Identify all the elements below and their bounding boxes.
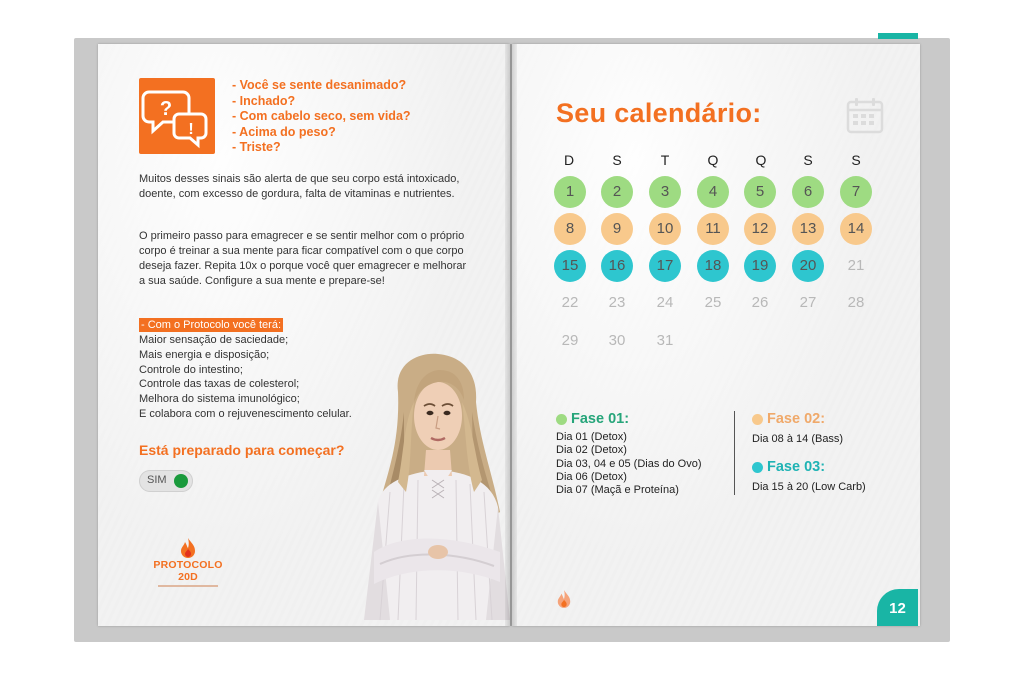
- benefit-item: Melhora do sistema imunológico;: [139, 393, 300, 406]
- protocolo-logo: [143, 537, 233, 587]
- question-bubbles-icon: [139, 78, 215, 154]
- question-item: - Acima do peso?: [232, 124, 336, 139]
- woman-photo: [360, 352, 510, 620]
- calendar-day: 4: [697, 176, 729, 208]
- first-step-paragraph: O primeiro passo para emagrecer e se sentir melhor com o próprio corpo é treinar a sua mente para ficar compatível com o que corpo deseja fazer. Repita 10x o porque você quer emagrecer e melhorar a sua saúde. Configure a sua mente e prepare-se!: [139, 230, 467, 287]
- calendar-day: 8: [554, 213, 586, 245]
- weekday-label: S: [612, 152, 622, 168]
- calendar-day: 28: [847, 294, 865, 311]
- weekday-label: T: [660, 152, 670, 168]
- calendar-day: 22: [561, 294, 579, 311]
- ready-question: Está preparado para começar?: [139, 442, 345, 458]
- calendar-day: 23: [608, 294, 626, 311]
- sim-toggle[interactable]: [139, 470, 193, 492]
- calendar-day: 19: [744, 250, 776, 282]
- calendar-icon: [845, 96, 885, 136]
- calendar-day: 12: [744, 213, 776, 245]
- calendar-day: 5: [744, 176, 776, 208]
- phase-title-text: Fase 01:: [571, 411, 630, 427]
- question-item: - Você se sente desanimado?: [232, 78, 407, 92]
- benefit-item: Mais energia e disposição;: [139, 348, 270, 361]
- calendar-day: 6: [792, 176, 824, 208]
- calendar-day: 24: [656, 294, 674, 311]
- phase-dot: [556, 414, 567, 425]
- calendar-day: 30: [608, 332, 626, 349]
- phase-dot: [752, 462, 763, 473]
- phase-day-list: [556, 431, 702, 497]
- svg-text:!: !: [188, 121, 194, 138]
- benefit-item: Controle do intestino;: [139, 363, 243, 376]
- calendar-day: 17: [649, 250, 681, 282]
- calendar-day: 3: [649, 176, 681, 208]
- calendar-day: 15: [554, 250, 586, 282]
- intro-paragraph: Muitos desses sinais são alerta de que seu corpo está intoxicado, doente, com excesso de gordura, falta de vitaminas e nutrientes.: [139, 173, 460, 200]
- phase-divider: [734, 411, 735, 495]
- calendar-day: 2: [601, 176, 633, 208]
- calendar-day: 13: [792, 213, 824, 245]
- phase-day-list: [752, 481, 866, 494]
- calendar-day: 26: [751, 294, 769, 311]
- logo-text: PROTOCOLO 20D: [153, 559, 223, 583]
- flame-icon: [179, 537, 197, 559]
- page-number: 12: [877, 589, 918, 626]
- phase-line: Dia 06 (Detox): [556, 470, 627, 483]
- phase-title: [556, 411, 702, 427]
- weekday-label: S: [851, 152, 861, 168]
- phase-title-text: Fase 02:: [767, 411, 826, 427]
- book-spine: [505, 44, 517, 626]
- question-item: - Inchado?: [232, 93, 296, 108]
- phase-line: Dia 03, 04 e 05 (Dias do Ovo): [556, 457, 702, 470]
- calendar-day: 21: [847, 257, 865, 274]
- calendar-day: 9: [601, 213, 633, 245]
- phase-02: [752, 411, 843, 446]
- calendar-day: 1: [554, 176, 586, 208]
- symptom-questions: [232, 78, 411, 156]
- bookmark-tab: [878, 33, 918, 39]
- question-item: - Triste?: [232, 140, 281, 154]
- toggle-knob: [174, 474, 188, 488]
- calendar-day: 10: [649, 213, 681, 245]
- calendar-day: 25: [704, 294, 722, 311]
- calendar-title: Seu calendário:: [556, 98, 762, 128]
- calendar-day: 31: [656, 332, 674, 349]
- phase-title: [752, 459, 866, 475]
- weekday-label: Q: [707, 152, 719, 168]
- calendar-day: 20: [792, 250, 824, 282]
- phase-dot: [752, 414, 763, 425]
- phase-line: Dia 07 (Maçã e Proteína): [556, 484, 679, 497]
- calendar-day: 16: [601, 250, 633, 282]
- benefit-item: E colabora com o rejuvenescimento celular.: [139, 407, 352, 420]
- calendar-day: 14: [840, 213, 872, 245]
- benefit-item: Controle das taxas de colesterol;: [139, 378, 300, 391]
- weekday-label: S: [803, 152, 813, 168]
- phase-title-text: Fase 03:: [767, 459, 826, 475]
- logo-tagline-line: [158, 585, 218, 587]
- phase-03: [752, 459, 866, 494]
- calendar-day: 7: [840, 176, 872, 208]
- flame-icon: [556, 588, 572, 610]
- calendar-day: 27: [799, 294, 817, 311]
- phase-line: Dia 02 (Detox): [556, 444, 627, 457]
- benefits-heading: - Com o Protocolo você terá:: [141, 319, 282, 331]
- phase-01: [556, 411, 702, 497]
- weekday-label: D: [563, 152, 575, 168]
- svg-text:?: ?: [159, 98, 173, 120]
- toggle-label: SIM: [147, 474, 167, 486]
- weekday-label: Q: [755, 152, 767, 168]
- benefits-list: [139, 333, 352, 422]
- benefit-item: Maior sensação de saciedade;: [139, 334, 289, 346]
- calendar-day: 11: [697, 213, 729, 245]
- phase-title: [752, 411, 843, 427]
- calendar-day: 18: [697, 250, 729, 282]
- phase-line: Dia 08 à 14 (Bass): [752, 433, 844, 445]
- phase-line: Dia 15 à 20 (Low Carb): [752, 481, 866, 493]
- phase-line: Dia 01 (Detox): [556, 431, 627, 443]
- phase-day-list: [752, 433, 843, 446]
- question-item: - Com cabelo seco, sem vida?: [232, 109, 411, 123]
- calendar-day: 29: [561, 332, 579, 349]
